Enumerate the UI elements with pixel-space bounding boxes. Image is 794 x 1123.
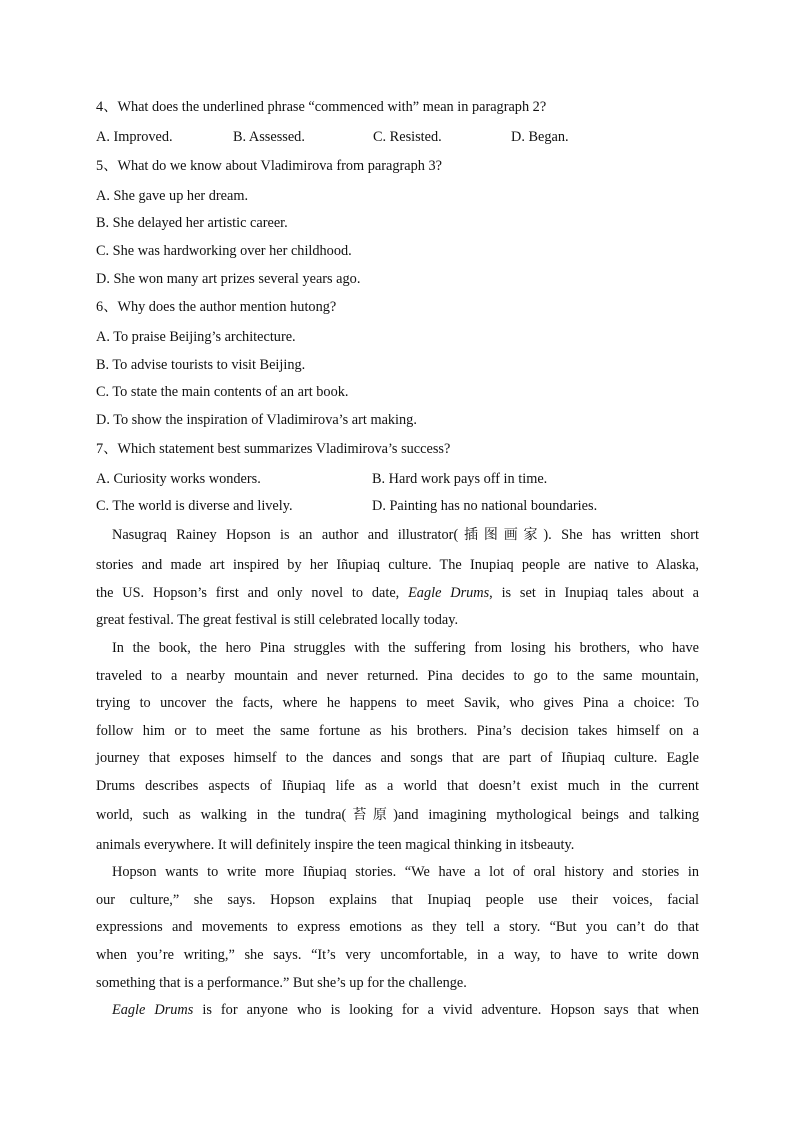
- question-5-option-c: C. She was hardworking over her childhood.: [96, 243, 352, 259]
- question-4-option-b: B. Assessed.: [233, 129, 305, 145]
- question-6-option-a: A. To praise Beijing’s architecture.: [96, 329, 296, 345]
- question-7-option-d: D. Painting has no national boundaries.: [372, 498, 598, 514]
- passage-p2-line-6: Drums describes aspects of Iñupiaq life as a world that doesn’t exist much in the current: [96, 778, 699, 794]
- passage-p3-line-3: expressions and movements to express emotions as they tell a story. “But you can’t do that: [96, 919, 699, 935]
- passage-p3-line-2: our culture,” she says. Hopson explains that Inupiaq people use their voices, facial: [96, 892, 699, 908]
- question-6-option-b: B. To advise tourists to visit Beijing.: [96, 357, 306, 373]
- question-7-option-b: B. Hard work pays off in time.: [372, 471, 548, 487]
- question-7-options-row-2: [96, 496, 699, 516]
- question-4-option-d: D. Began.: [511, 129, 569, 145]
- chinese-gloss-tundra: 苔原: [346, 807, 394, 823]
- passage-p1-line-4: great festival. The great festival is still celebrated locally today.: [96, 612, 459, 628]
- question-7-option-c: C. The world is diverse and lively.: [96, 498, 293, 514]
- book-title-eagle-drums: Eagle Drums: [408, 585, 490, 601]
- passage-text: Nasugraq Rainey Hopson is an author and illustrator(: [112, 527, 459, 543]
- passage-p2-line-3: trying to uncover the facts, where he happens to meet Savik, who gives Pina a choice: To: [96, 695, 699, 711]
- passage-p2-line-2: traveled to a nearby mountain and never returned. Pina decides to go to the same mountain,: [96, 668, 699, 684]
- passage-text: is for anyone who is looking for a vivid adventure. Hopson says that when: [193, 1002, 699, 1018]
- question-4-option-a: A. Improved.: [96, 129, 173, 145]
- question-6-option-d: D. To show the inspiration of Vladimirova’s art making.: [96, 412, 417, 428]
- question-5-option-d: D. She won many art prizes several years ago.: [96, 271, 361, 287]
- passage-p2-line-7: [96, 805, 699, 825]
- question-6-stem: 6、Why does the author mention hutong?: [96, 299, 337, 315]
- question-7-option-a: A. Curiosity works wonders.: [96, 471, 261, 487]
- chinese-gloss-illustrator: 插图画家: [458, 527, 544, 543]
- question-4-option-c: C. Resisted.: [373, 129, 442, 145]
- passage-p2-line-5: journey that exposes himself to the dances and songs that are part of Iñupiaq culture. Eagle: [96, 750, 699, 766]
- passage-p2-line-4: follow him or to meet the same fortune as his brothers. Pina’s decision takes himself on a: [96, 723, 699, 739]
- passage-p1-line-3: [96, 583, 699, 603]
- passage-p4-line-1: [112, 1000, 699, 1020]
- passage-p2-line-8: animals everywhere. It will definitely inspire the teen magical thinking in itsbeauty.: [96, 837, 575, 853]
- question-7-stem: 7、Which statement best summarizes Vladimirova’s success?: [96, 441, 451, 457]
- question-5-option-a: A. She gave up her dream.: [96, 188, 249, 204]
- question-7-options-row-1: [96, 469, 699, 489]
- passage-p3-line-4: when you’re writing,” she says. “It’s very uncomfortable, in a way, to have to write down: [96, 947, 699, 963]
- book-title-eagle-drums: Eagle Drums: [112, 1002, 194, 1018]
- passage-text: )and imagining mythological beings and talking: [393, 807, 700, 823]
- passage-p2-line-1: In the book, the hero Pina struggles with the suffering from losing his brothers, who have: [112, 640, 699, 656]
- question-4-stem: 4、What does the underlined phrase “commenced with” mean in paragraph 2?: [96, 99, 547, 115]
- passage-p1-line-2: stories and made art inspired by her Iñupiaq culture. The Inupiaq people are native to Alaska,: [96, 557, 699, 573]
- question-6-option-c: C. To state the main contents of an art book.: [96, 384, 349, 400]
- passage-text: world, such as walking in the tundra(: [96, 807, 347, 823]
- passage-text: ). She has written short: [543, 527, 699, 543]
- passage-text: the US. Hopson’s first and only novel to date,: [96, 585, 400, 601]
- passage-p1-line-1: [112, 525, 699, 545]
- passage-p3-line-1: Hopson wants to write more Iñupiaq stories. “We have a lot of oral history and stories in: [112, 864, 699, 880]
- passage-p3-line-5: something that is a performance.” But she’s up for the challenge.: [96, 975, 467, 991]
- question-5-stem: 5、What do we know about Vladimirova from paragraph 3?: [96, 158, 442, 174]
- passage-text: , is set in Inupiaq tales about a: [489, 585, 699, 601]
- question-5-option-b: B. She delayed her artistic career.: [96, 215, 288, 231]
